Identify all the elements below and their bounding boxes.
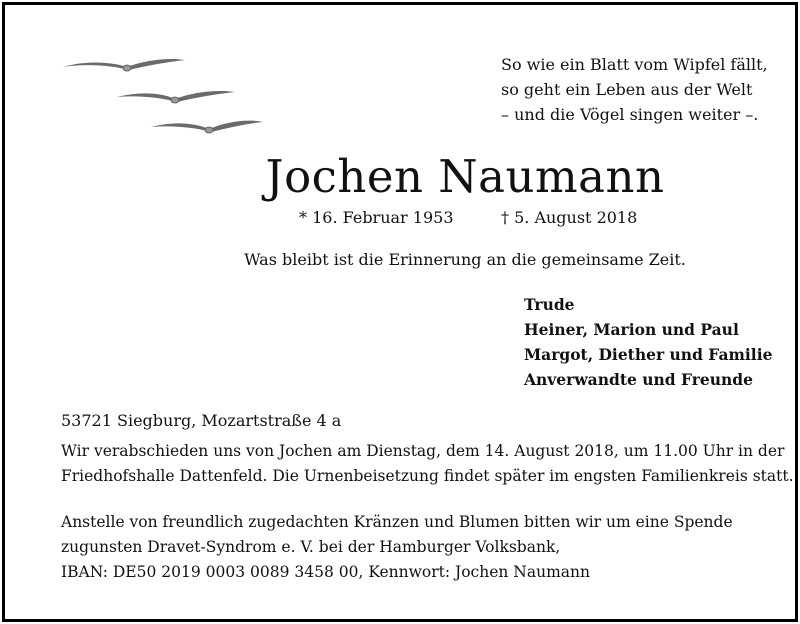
poem-line: – und die Vögel singen weiter –. (501, 105, 759, 124)
donation-line: IBAN: DE50 2019 0003 0089 3458 00, Kennwort: Jochen Naumann (61, 563, 590, 581)
poem-line: So wie ein Blatt vom Wipfel fällt, (501, 55, 768, 74)
donation-line: zugunsten Dravet-Syndrom e. V. bei der Hamburger Volksbank, (61, 538, 561, 556)
mourner: Trude (524, 295, 575, 314)
obituary-notice (2, 2, 798, 622)
bird-icon (63, 59, 185, 71)
mourner: Heiner, Marion und Paul (524, 320, 739, 339)
service-line: Wir verabschieden uns von Jochen am Dienstag, dem 14. August 2018, um 11.00 Uhr in der (61, 442, 785, 460)
bird-icon (117, 91, 235, 103)
family-address: 53721 Siegburg, Mozartstraße 4 a (61, 411, 342, 430)
birth-date: * 16. Februar 1953 (299, 208, 454, 227)
deceased-name: Jochen Naumann (265, 150, 665, 203)
donation-line: Anstelle von freundlich zugedachten Kränzen und Blumen bitten wir um eine Spende (61, 513, 733, 531)
service-line: Friedhofshalle Dattenfeld. Die Urnenbeisetzung findet später im engsten Familienkreis statt. (61, 467, 794, 485)
birds-illustration (57, 51, 267, 151)
donation-paragraph (61, 510, 761, 585)
poem-line: so geht ein Leben aus der Welt (501, 80, 753, 99)
death-date: † 5. August 2018 (501, 208, 638, 227)
poem (501, 52, 791, 127)
service-paragraph (61, 439, 794, 489)
mourners-list (524, 292, 772, 392)
bird-icon (151, 121, 263, 133)
mourner: Margot, Diether und Familie (524, 345, 773, 364)
memory-line: Was bleibt ist die Erinnerung an die gemeinsame Zeit. (244, 250, 686, 269)
mourner: Anverwandte und Freunde (524, 370, 754, 389)
